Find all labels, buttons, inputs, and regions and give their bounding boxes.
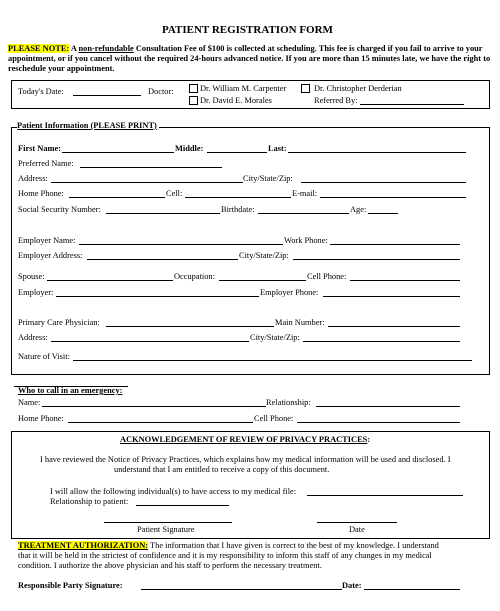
spouse-field[interactable]	[47, 280, 173, 281]
privacy-date-field[interactable]	[317, 522, 397, 523]
email-label: E-mail:	[292, 189, 318, 198]
main-number-label: Main Number:	[275, 318, 325, 327]
notice-line-3: reschedule your appointment.	[8, 64, 115, 73]
work-phone-field[interactable]	[330, 244, 460, 245]
please-note-label: PLEASE NOTE:	[8, 44, 70, 53]
emergency-heading: Who to call in an emergency:	[18, 386, 123, 395]
employer-name-field[interactable]	[79, 244, 283, 245]
patient-signature-field[interactable]	[104, 522, 232, 523]
access-label: I will allow the following individual(s) to have access to my medical file:	[50, 487, 297, 496]
treatment-label: TREATMENT AUTHORIZATION:	[18, 541, 149, 550]
patient-info-heading: Patient Information (PLEASE PRINT)	[17, 121, 157, 130]
spouse-label: Spouse:	[18, 272, 45, 281]
employer-name-label: Employer Name:	[18, 236, 76, 245]
privacy-text-1: I have reviewed the Notice of Privacy Practices, which explains how my medical information will be used and disclosed. I	[40, 455, 451, 464]
city-state-zip-label: City/State/Zip:	[243, 174, 293, 183]
doctor-label: Doctor:	[148, 87, 174, 96]
privacy-date-label: Date	[349, 525, 365, 534]
dr-morales-checkbox[interactable]	[189, 96, 198, 105]
spouse-cell-phone-field[interactable]	[350, 280, 460, 281]
ssn-field[interactable]	[106, 213, 220, 214]
spouse-employer-label: Employer:	[18, 288, 54, 297]
city-state-zip-field[interactable]	[301, 182, 466, 183]
emergency-name-field[interactable]	[42, 406, 266, 407]
treatment-line-2: that it will be held in the strictest of confidence and it is my responsibility to inform this staff of any changes in my medical	[18, 551, 432, 560]
occupation-label: Occupation:	[174, 272, 215, 281]
home-phone-field[interactable]	[69, 197, 165, 198]
form-title: PATIENT REGISTRATION FORM	[162, 24, 333, 36]
responsible-date-label: Date:	[342, 581, 362, 590]
middle-label: Middle:	[175, 144, 204, 153]
cell-field[interactable]	[185, 197, 291, 198]
dr-carpenter-label: Dr. William M. Carpenter	[200, 84, 287, 93]
privacy-box	[11, 431, 490, 539]
notice-line-1: PLEASE NOTE: A non-refundable Consultation Fee of $100 is collected at scheduling. This fee is charged if you fail to arrive to your	[8, 44, 483, 53]
nature-of-visit-field[interactable]	[73, 360, 472, 361]
responsible-date-field[interactable]	[364, 589, 460, 590]
responsible-signature-field[interactable]	[141, 589, 342, 590]
age-field[interactable]	[368, 213, 398, 214]
pcp-address-label: Address:	[18, 333, 48, 342]
emergency-home-phone-label: Home Phone:	[18, 414, 64, 423]
responsible-signature-label: Responsible Party Signature:	[18, 581, 123, 590]
treatment-line-1: TREATMENT AUTHORIZATION: The information that I have given is correct to the best of my knowledge. I understand	[18, 541, 439, 550]
emergency-name-label: Name:	[18, 398, 41, 407]
birthdate-field[interactable]	[258, 213, 349, 214]
emergency-home-phone-field[interactable]	[68, 422, 253, 423]
address-field[interactable]	[51, 182, 243, 183]
pcp-city-field[interactable]	[303, 341, 460, 342]
patient-signature-label: Patient Signature	[137, 525, 195, 534]
pcp-label: Primary Care Physician:	[18, 318, 100, 327]
todays-date-field[interactable]	[73, 95, 141, 96]
referred-by-label: Referred By:	[314, 96, 358, 105]
age-label: Age:	[350, 205, 367, 214]
emergency-cell-phone-field[interactable]	[297, 422, 460, 423]
emergency-cell-phone-label: Cell Phone:	[254, 414, 294, 423]
occupation-field[interactable]	[219, 280, 306, 281]
dr-morales-label: Dr. David E. Morales	[200, 96, 272, 105]
treatment-line-3: condition. I authorize the above physician and his staff to perform the necessary treatment.	[18, 561, 322, 570]
last-label: Last:	[268, 144, 287, 153]
address-label: Address:	[18, 174, 48, 183]
pcp-field[interactable]	[106, 326, 274, 327]
relationship-to-patient-field[interactable]	[136, 505, 229, 506]
preferred-name-field[interactable]	[80, 167, 222, 168]
first-name-field[interactable]	[62, 152, 174, 153]
spouse-cell-phone-label: Cell Phone:	[307, 272, 347, 281]
employer-phone-label: Employer Phone:	[260, 288, 319, 297]
nature-of-visit-label: Nature of Visit:	[18, 352, 70, 361]
dr-derderian-label: Dr. Christopher Derderian	[314, 84, 402, 93]
privacy-text-2: understand that I am entitled to receive a copy of this document.	[114, 465, 330, 474]
referred-by-field[interactable]	[360, 104, 464, 105]
email-field[interactable]	[320, 197, 466, 198]
pcp-city-label: City/State/Zip:	[250, 333, 300, 342]
employer-city-field[interactable]	[293, 259, 460, 260]
emergency-relationship-field[interactable]	[316, 406, 460, 407]
notice-line-2: appointment, or if you cancel without the required 24-hours advanced notice. If you are more than 15 minutes late, we have the right to	[8, 54, 491, 63]
todays-date-label: Today's Date:	[18, 87, 64, 96]
spouse-employer-field[interactable]	[56, 296, 259, 297]
privacy-title: ACKNOWLEDGEMENT OF REVIEW OF PRIVACY PRACTICES:	[120, 435, 371, 444]
relationship-to-patient-label: Relationship to patient:	[50, 497, 129, 506]
birthdate-label: Birthdate:	[221, 205, 255, 214]
access-field[interactable]	[307, 495, 463, 496]
cell-label: Cell:	[166, 189, 183, 198]
first-name-label: First Name:	[18, 144, 62, 153]
middle-field[interactable]	[207, 152, 267, 153]
pcp-address-field[interactable]	[51, 341, 249, 342]
emergency-relationship-label: Relationship:	[266, 398, 311, 407]
non-refundable-text: non-refundable	[78, 44, 134, 53]
home-phone-label: Home Phone:	[18, 189, 64, 198]
employer-address-label: Employer Address:	[18, 251, 83, 260]
preferred-name-label: Preferred Name:	[18, 159, 74, 168]
ssn-label: Social Security Number:	[18, 205, 101, 214]
employer-city-label: City/State/Zip:	[239, 251, 289, 260]
work-phone-label: Work Phone:	[284, 236, 328, 245]
employer-address-field[interactable]	[87, 259, 238, 260]
dr-carpenter-checkbox[interactable]	[189, 84, 198, 93]
dr-derderian-checkbox[interactable]	[301, 84, 310, 93]
main-number-field[interactable]	[328, 326, 460, 327]
employer-phone-field[interactable]	[323, 296, 460, 297]
last-field[interactable]	[288, 152, 466, 153]
